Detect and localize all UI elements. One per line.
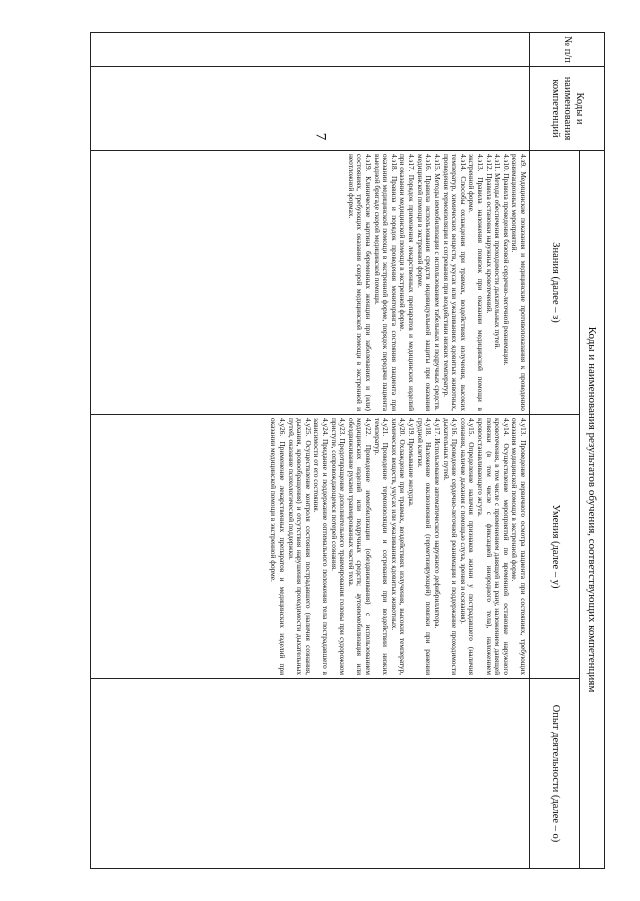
header-skills: Умения (далее – у) — [530, 415, 580, 679]
knowledge-item: 4.з10. Правила проведения базовой сердечно-легочной реанимации. — [501, 154, 511, 366]
skill-item: 4.у13. Проведение первичного осмотра пациента при состояниях, требующих оказания медицинской помощи в экстренной форме. — [510, 418, 528, 675]
header-experience: Опыт деятельности (далее – о) — [530, 679, 580, 869]
knowledge-item: 4.з9. Медицинские показания и медицинские противопоказания к проведению реанимационных мероприятий. — [510, 154, 528, 411]
row-code-cell — [91, 67, 530, 151]
header-codes: Коды и наименования компетенций — [530, 67, 605, 151]
header-knowledge: Знания (далее – з) — [530, 151, 580, 415]
knowledge-item: 4.з19. Клинические картина беременных женщин при заболеваниях и (или) состояниях, требующих оказания скорой медицинской помощи в экстренной и неотложной формах. — [346, 154, 374, 411]
competency-table-wrapper — [90, 32, 605, 868]
knowledge-item: 4.з15. Методы иммобилизации с использованием табельных и подручных средств. — [432, 154, 442, 411]
competency-table — [90, 32, 605, 869]
skill-item: 4.у26. Применение лекарственных препаратов и медицинских изделий при оказании медицинской помощи в экстренной форме. — [269, 418, 287, 675]
skill-item: 4.у23. Предотвращение дополнительного травмирования головы при судорожном приступе, сопровождающемся потерей сознания. — [329, 418, 348, 675]
skill-item: 4.у24. Придание и поддержание оптимального положения тела пострадавшего в зависимости от его состояния. — [312, 418, 330, 675]
knowledge-item: 4.з11. Методы обеспечения проходимости дыхательных путей. — [493, 154, 503, 350]
header-num: № п/п — [530, 33, 605, 67]
skill-item: 4.у19. Промывание желудка. — [407, 418, 417, 507]
knowledge-item: 4.з18. Правила и порядок проведения мониторинга состояния пациента при оказании медицинской помощи в экстренной форме, порядок передачи пациента выездной бригаде скорой медицинской помощи. — [372, 154, 399, 411]
skills-cell — [91, 415, 530, 679]
knowledge-item: 4.з12. Правила остановки наружных кровотечений. — [484, 154, 494, 314]
skill-item: 4.у25. Осуществление контроля состояния пострадавшего (наличия сознания, дыхания, кровообращения) и отсутствия нарушения проходимости дыхательных путей, оказание психологической поддержки. — [286, 418, 313, 675]
skill-item: 4.у21. Проведение термоизоляции и согревания при воздействии низких температур. — [372, 418, 391, 675]
competency-table-rotated — [90, 32, 605, 868]
table-row — [91, 33, 530, 869]
skill-item: 4.у17. Использование автоматического наружного дефибриллятора. — [432, 418, 442, 629]
skill-item: 4.у15. Определение наличия признаков жизни у пострадавшего (наличия сознания, наличие дыхания с помощью слуха, зрения и осязания). — [458, 418, 477, 675]
knowledge-item: 4.з13. Правила наложения повязок при оказании медицинской помощи в экстренной форме. — [467, 154, 485, 411]
skill-item: 4.у18. Наложение окклюзионной (герметизирующей) повязки при ранении грудной клетки. — [415, 418, 434, 675]
page-number: 7 — [312, 132, 329, 141]
knowledge-cell — [91, 151, 530, 415]
knowledge-item: 4.з16. Правила использования средств индивидуальной защиты при оказании медицинской помощи в экстренной форме. — [415, 154, 434, 411]
skill-item: 4.у14. Осуществление мероприятий по временной остановке наружного кровотечения, в том числе с применением давящей на рану, наложением давящей повязки (в том числе с фиксацией инородного тела), наложением кровоостанавливающего жгута. — [475, 418, 511, 675]
skill-item: 4.у22. Проведение иммобилизации (обездвиживания) с использованием медицинских изделий или подручных средств; аутоиммобилизация или обездвиживание руками травмированных частей тела. — [346, 418, 374, 675]
row-num-cell — [91, 33, 530, 67]
knowledge-item: 4.з17. Порядок применения лекарственных препаратов и медицинских изделий при оказании медицинской помощи в экстренной форме. — [398, 154, 417, 411]
skill-item: 4.у20. Охлаждение при травмах, воздействиях излучения, высоких температур, химических веществ, укусах или ужаливаниях ядовитых животных. — [389, 418, 408, 675]
header-group: Коды и наименования результатов обучения, соответствующих компетенциям — [580, 151, 605, 869]
skill-item: 4.у16. Проведение сердечно-легочной реанимации и поддержание проходимости дыхательных путей. — [441, 418, 460, 675]
knowledge-item: 4.з14. Способы охлаждения при травмах, воздействиях излучения, высоких температур, химических веществ, укусах или ужаливаниях ядовитых животных, проведения термоизоляции и согревания при воздействии низких температур. — [441, 154, 468, 411]
experience-cell — [91, 679, 530, 869]
